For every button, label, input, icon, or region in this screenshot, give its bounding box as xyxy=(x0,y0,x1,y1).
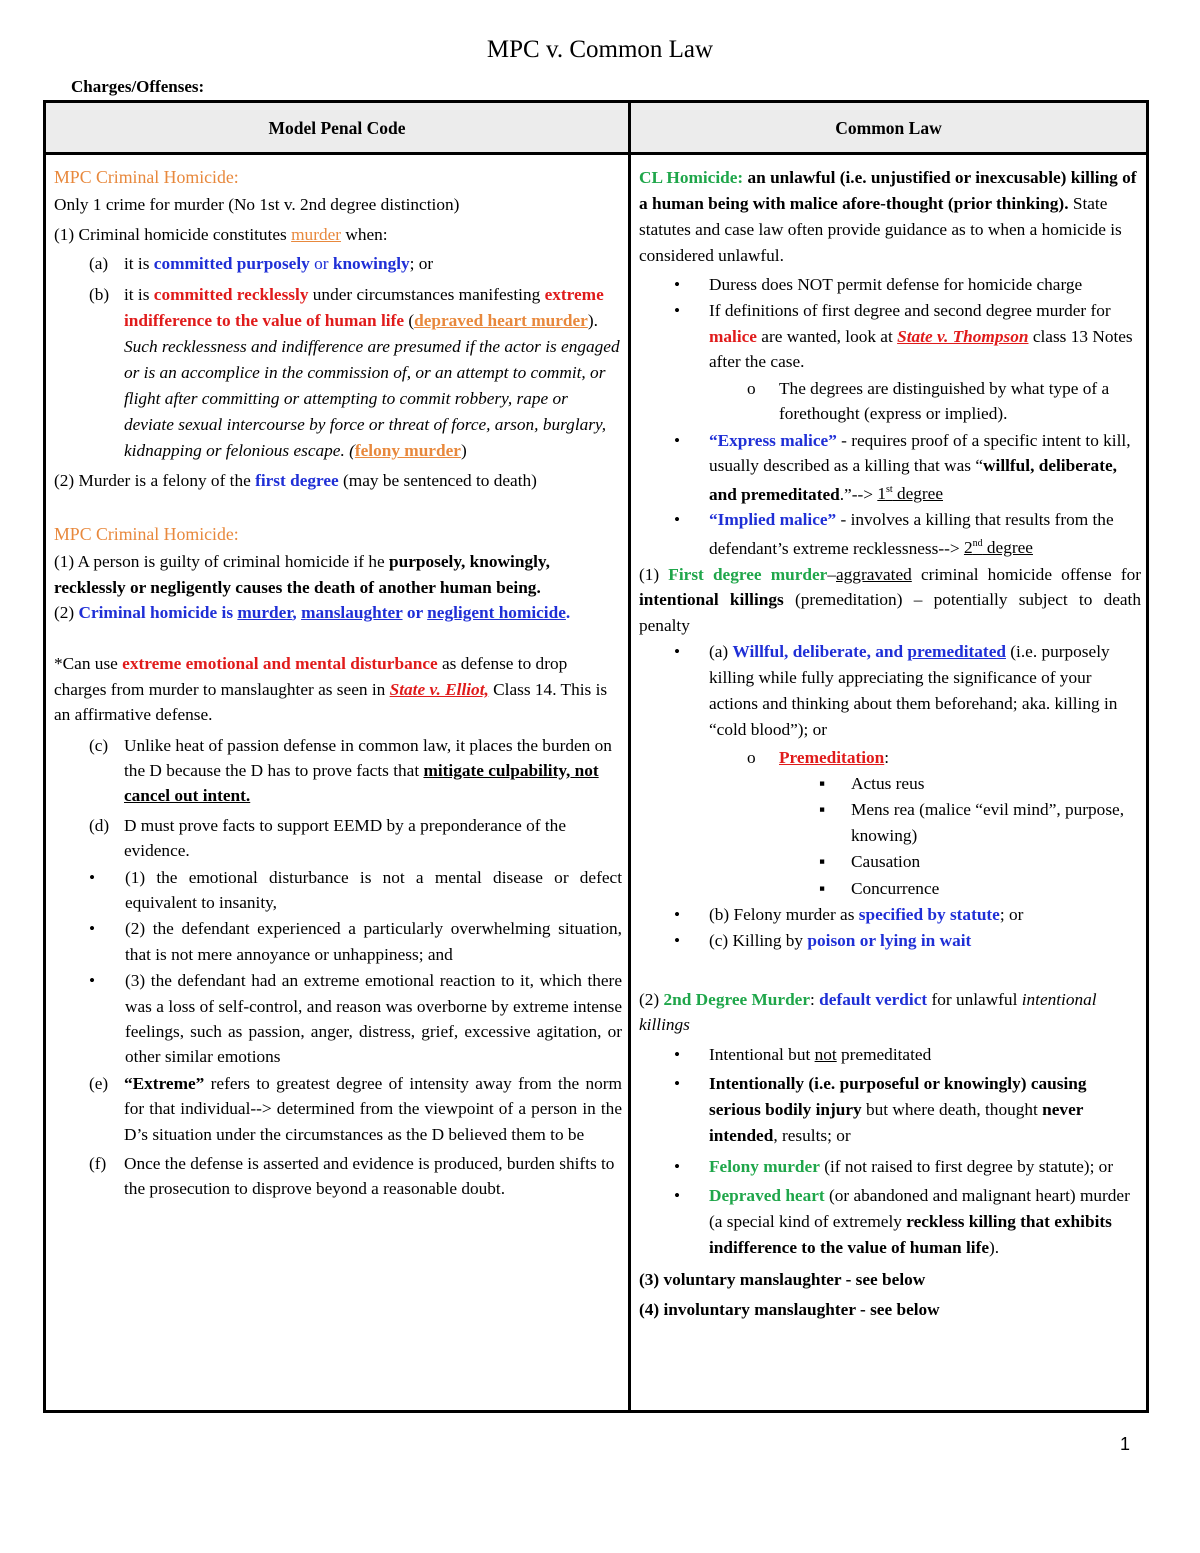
cl-first-degree: (1) First degree murder–aggravated criminal homicide offense for intentional killings (premeditation) – potentially subject to death penalty xyxy=(639,564,1141,635)
mpc-para-1: (1) A person is guilty of criminal homicide if he purposely, knowingly, recklessly or negligently causes the death of another human being. xyxy=(54,552,550,597)
cl-elem-causation: ▪ Causation xyxy=(819,852,921,872)
mpc-item-f: (f) Once the defense is asserted and evidence is produced, burden shifts to the prosecution to disprove beyond a reasonable doubt. xyxy=(89,1154,615,1199)
mpc-eemd-note: *Can use extreme emotional and mental disturbance as defense to drop charges from murder to manslaughter as seen in State v. Elliot, Class 14. This is an affirmative defense. xyxy=(54,654,608,725)
cl-second-degree-3: • Felony murder (if not raised to first degree by statute); or xyxy=(674,1156,1114,1176)
mpc-line-1: Only 1 crime for murder (No 1st v. 2nd degree distinction) xyxy=(54,195,460,215)
cl-bullet-implied-malice: • “Implied malice” - involves a killing that results from the defendant’s extreme recklessness--> 2nd degree xyxy=(674,509,1114,558)
cl-premeditation: o Premeditation: xyxy=(747,747,890,767)
common-law-column xyxy=(639,165,1141,1322)
cl-voluntary-manslaughter: (3) voluntary manslaughter - see below xyxy=(639,1269,926,1289)
page-number: 1 xyxy=(1120,1434,1131,1454)
mpc-heading-2: MPC Criminal Homicide: xyxy=(54,523,239,544)
mpc-d-bullet-3: • (3) the defendant had an extreme emotional reaction to it, which there was a loss of self-control, and reason was overborne by extreme intense feelings, such as passion, anger, distress, grief, excessive agitation, or other similar emotions xyxy=(89,971,622,1067)
cl-intro: CL Homicide: an unlawful (i.e. unjustified or inexcusable) killing of a human being with malice afore-thought (prior thinking). State statutes and case law often provide guidance as to when a homicide is considered unlawful. xyxy=(639,168,1137,265)
mpc-para-2: (2) Criminal homicide is murder, manslaughter or negligent homicide. xyxy=(54,602,571,622)
cl-elem-mens-rea: ▪ Mens rea (malice “evil mind”, purpose, knowing) xyxy=(819,800,1125,845)
cl-involuntary-manslaughter: (4) involuntary manslaughter - see below xyxy=(639,1300,940,1320)
mpc-line-3: (2) Murder is a felony of the first degree (may be sentenced to death) xyxy=(54,471,537,491)
cl-second-degree-4: • Depraved heart (or abandoned and malignant heart) murder (a special kind of extremely reckless killing that exhibits indifference to the value of human life). xyxy=(674,1186,1130,1258)
document-title: MPC v. Common Law xyxy=(486,36,714,63)
column-divider xyxy=(628,103,631,1410)
cl-second-degree-2: • Intentionally (i.e. purposeful or knowingly) causing serious bodily injury but where death, thought never intended, results; or xyxy=(674,1074,1087,1146)
cl-second-degree: (2) 2nd Degree Murder: default verdict for unlawful intentional killings xyxy=(639,989,1097,1035)
comparison-table xyxy=(43,100,1149,1413)
table-header-row xyxy=(46,103,1146,155)
cl-bullet-express-malice: • “Express malice” - requires proof of a specific intent to kill, usually described as a killing that was “willful, deliberate, and premeditated.”--> 1st degree xyxy=(674,431,1131,504)
cl-bullet-malice-defs: • If definitions of first degree and second degree murder for malice are wanted, look at State v. Thompson class 13 Notes after the case. xyxy=(674,301,1133,372)
header-model-penal-code: Model Penal Code xyxy=(268,118,406,138)
cl-first-degree-c: • (c) Killing by poison or lying in wait xyxy=(674,931,972,951)
mpc-item-c: (c) Unlike heat of passion defense in common law, it places the burden on the D because the D has to prove facts that mitigate culpability, not cancel out intent. xyxy=(89,735,612,806)
cl-first-degree-a: • (a) Willful, deliberate, and premeditated (i.e. purposely killing while fully appreciating the significance of your actions and thinking about them beforehand; aka. killing in “cold blood”); or xyxy=(674,642,1118,740)
mpc-column xyxy=(54,165,622,1202)
cl-bullet-duress: • Duress does NOT permit defense for homicide charge xyxy=(674,275,1083,294)
cl-first-degree-b: • (b) Felony murder as specified by statute; or xyxy=(674,904,1024,924)
mpc-item-a: (a) it is committed purposely or knowingly; or xyxy=(89,254,434,274)
mpc-heading-1: MPC Criminal Homicide: xyxy=(54,167,239,187)
cl-second-degree-1: • Intentional but not premeditated xyxy=(674,1044,932,1064)
mpc-d-bullet-1: • (1) the emotional disturbance is not a mental disease or defect equivalent to insanity, xyxy=(89,867,622,912)
mpc-item-d: (d) D must prove facts to support EEMD by a preponderance of the evidence. • (1) the emotional disturbance is not a mental disease or defect equivalent to insanity, • (2) the defendant experienced a particularly overwhelming situation, that is not mere annoyance or unhappiness; and • (3) the defendant had an extreme emotional reaction to it, which there was a loss of self-control, and reason was overborne by extreme intense feelings, such as passion, anger, distress, grief, excessive agitation, or other similar emotions xyxy=(54,813,622,1070)
mpc-item-b: (b) it is committed recklessly under circumstances manifesting extreme indifference to the value of human life (depraved heart murder). Such recklessness and indifference are presumed if the actor is engaged or is an accomplice in the commission of, or an attempt to commit, or flight after committing or attempting to commit robbery, rape or deviate sexual intercourse by force or threat of force, arson, burglary, kidnapping or felonious escape. (felony murder) xyxy=(89,284,620,461)
mpc-item-e: (e) “Extreme” refers to greatest degree of intensity away from the norm for that individual--> determined from the viewpoint of a person in the D’s situation under the circumstances as the D believed them to be xyxy=(89,1073,622,1144)
cl-sub-degrees: o The degrees are distinguished by what type of a forethought (express or implied). xyxy=(747,378,1110,424)
mpc-line-2: (1) Criminal homicide constitutes murder when: xyxy=(54,224,388,244)
section-subtitle: Charges/Offenses: xyxy=(71,77,205,96)
mpc-d-bullet-2: • (2) the defendant experienced a particularly overwhelming situation, that is not mere annoyance or unhappiness; and xyxy=(89,919,622,964)
cl-elem-actus: ▪ Actus reus xyxy=(819,773,925,793)
cl-elem-concurrence: ▪ Concurrence xyxy=(819,878,940,898)
header-common-law: Common Law xyxy=(835,118,942,138)
